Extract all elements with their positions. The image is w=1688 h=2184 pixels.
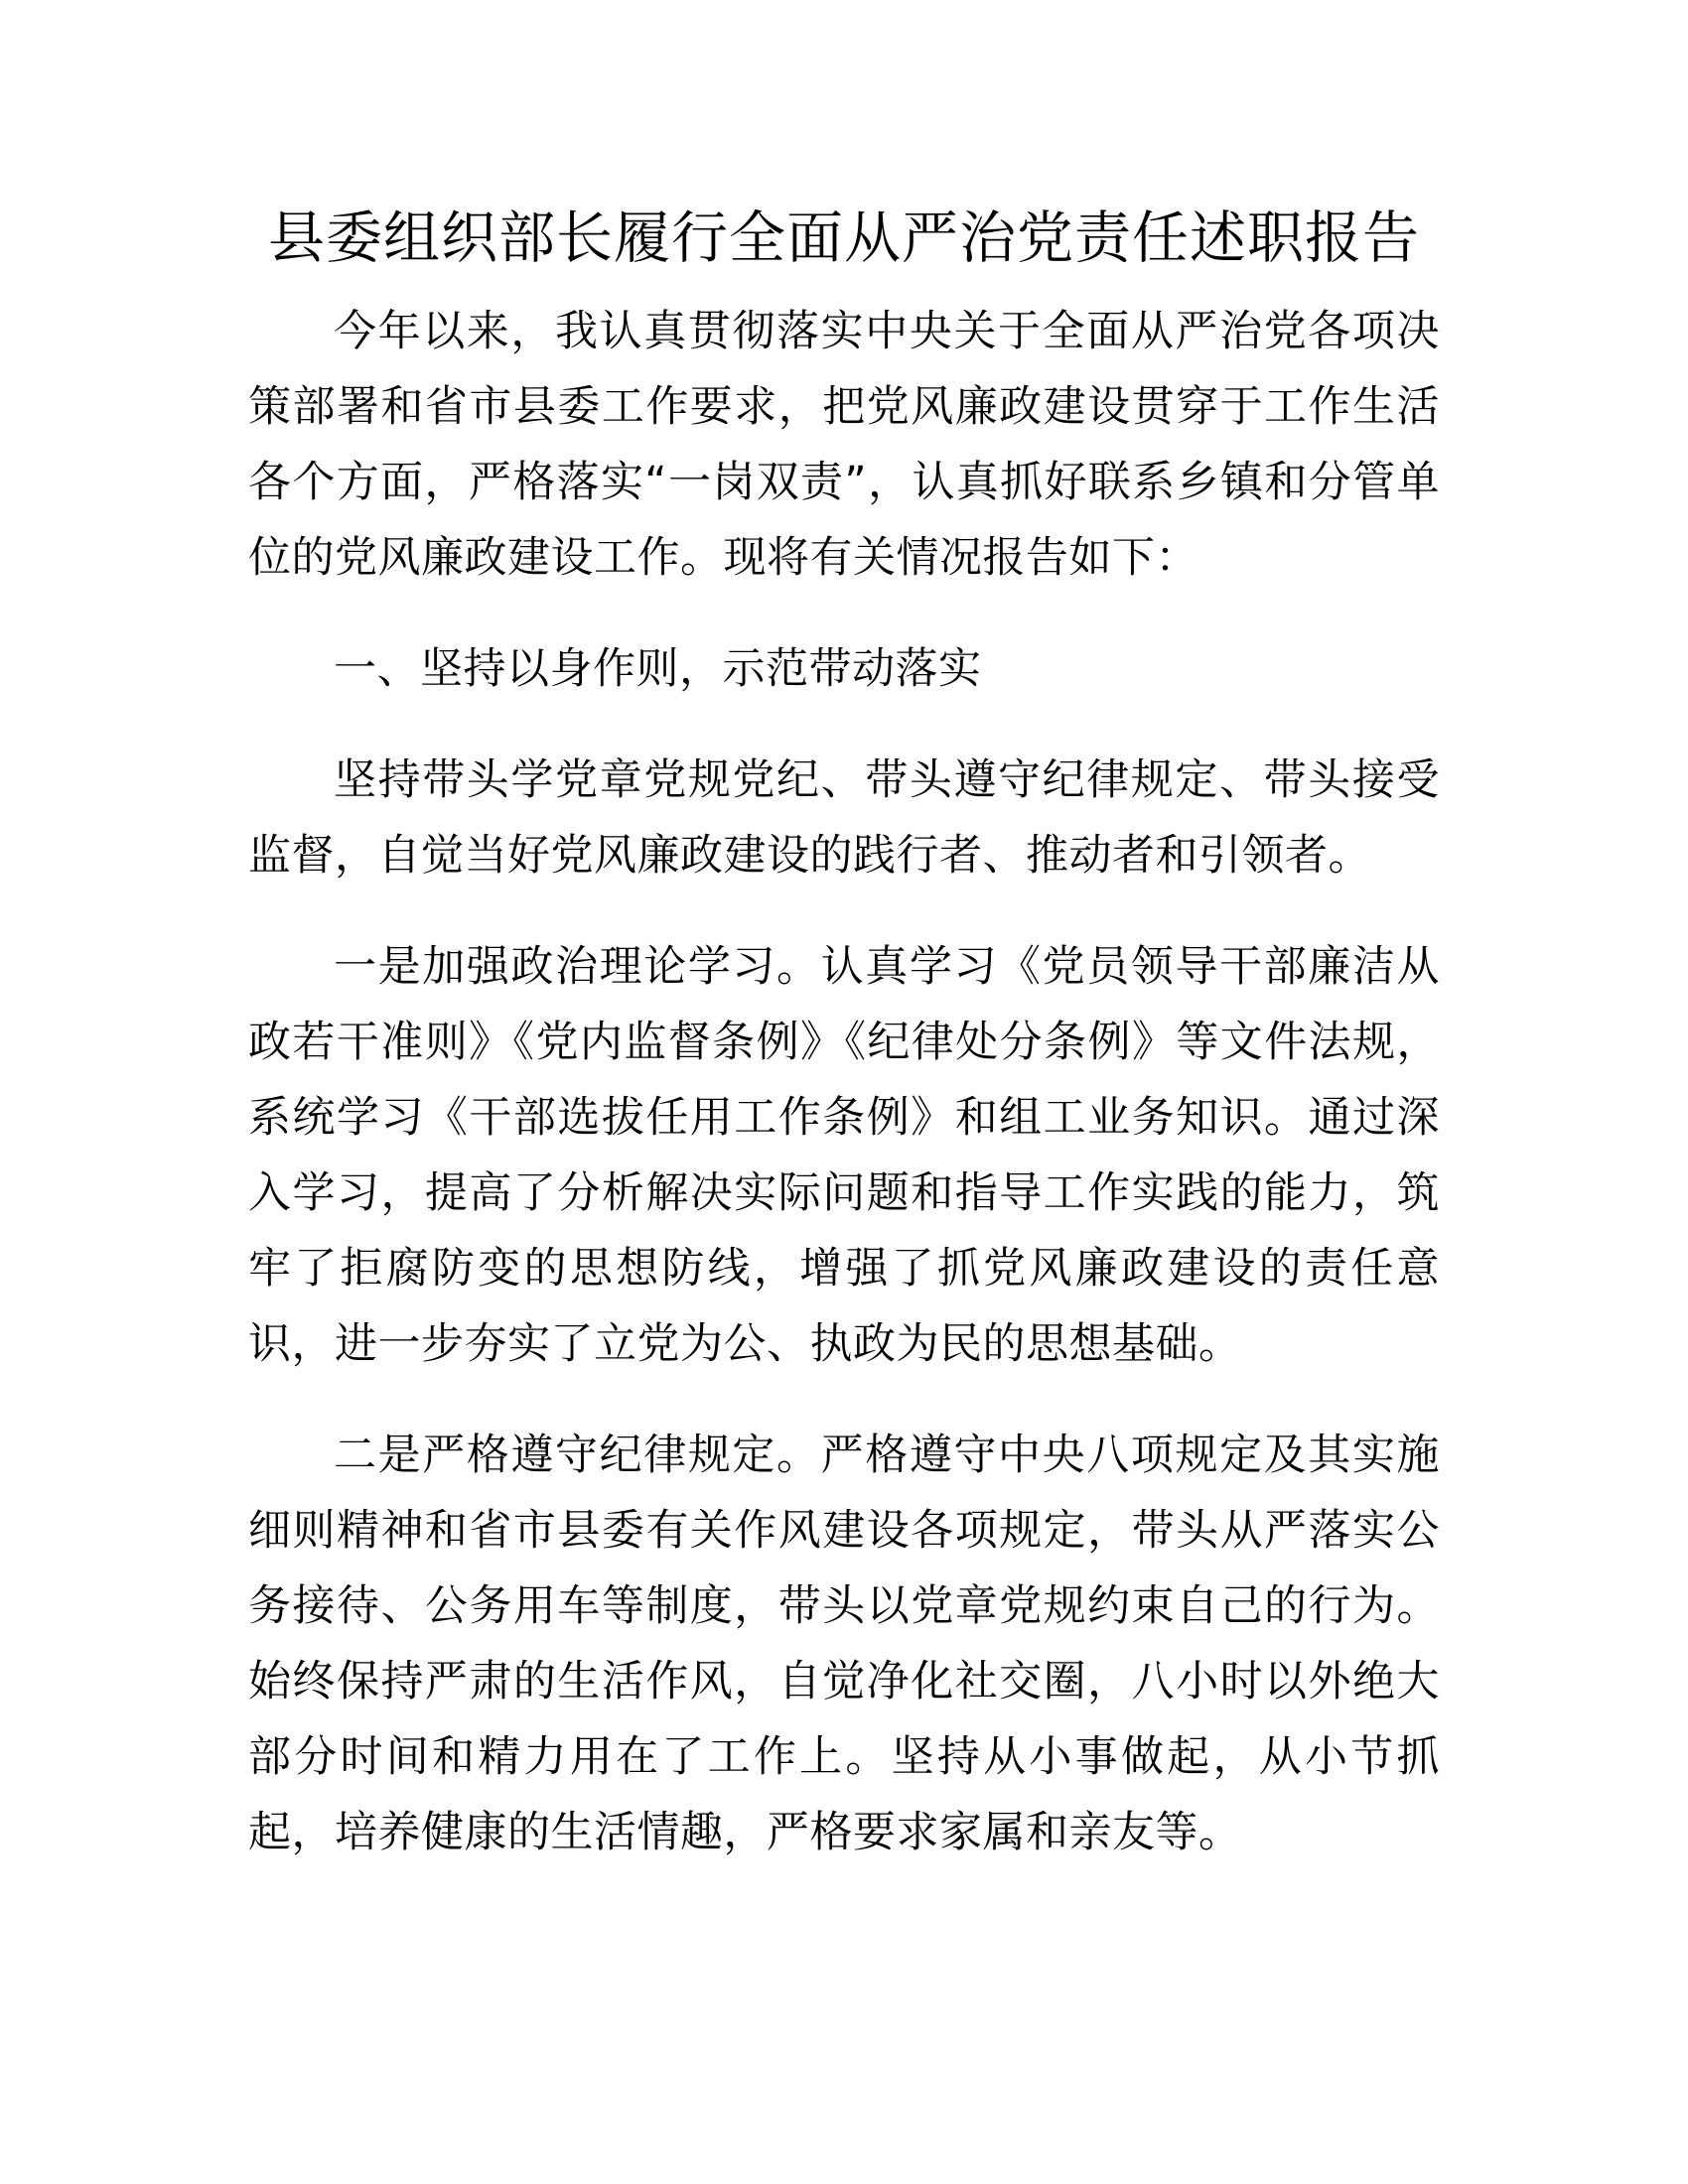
document-body xyxy=(248,294,1440,1906)
study-paragraph: 一是加强政治理论学习。认真学习《党员领导干部廉洁从政若干准则》《党内监督条例》《纪律处分条例》等文件法规，系统学习《干部选拔任用工作条例》和组工业务知识。通过深入学习，提高了分析解决实际问题和指导工作实践的能力，筑牢了拒腐防变的思想防线，增强了抓党风廉政建设的责任意识，进一步夯实了立党为公、执政为民的思想基础。 xyxy=(248,942,1440,1369)
section-heading: 一、坚持以身作则，示范带动落实 xyxy=(334,644,982,694)
discipline-paragraph: 二是严格遵守纪律规定。严格遵守中央八项规定及其实施细则精神和省市县委有关作风建设各项规定，带头从严落实公务接待、公务用车等制度，带头以党章党规约束自己的行为。始终保持严肃的生活作风，自觉净化社交圈，八小时以外绝大部分时间和精力用在了工作上。坚持从小事做起，从小节抓起，培养健康的生活情趣，严格要求家属和亲友等。 xyxy=(248,1431,1440,1857)
intro-paragraph: 今年以来，我认真贯彻落实中央关于全面从严治党各项决策部署和省市县委工作要求，把党风廉政建设贯穿于工作生活各个方面，严格落实“一岗双责”，认真抓好联系乡镇和分管单位的党风廉政建设工作。现将有关情况报告如下： xyxy=(248,307,1440,583)
section-summary-paragraph: 坚持带头学党章党规党纪、带头遵守纪律规定、带头接受监督，自觉当好党风廉政建设的践行者、推动者和引领者。 xyxy=(248,755,1440,881)
document-title: 县委组织部长履行全面从严治党责任述职报告 xyxy=(268,205,1420,271)
